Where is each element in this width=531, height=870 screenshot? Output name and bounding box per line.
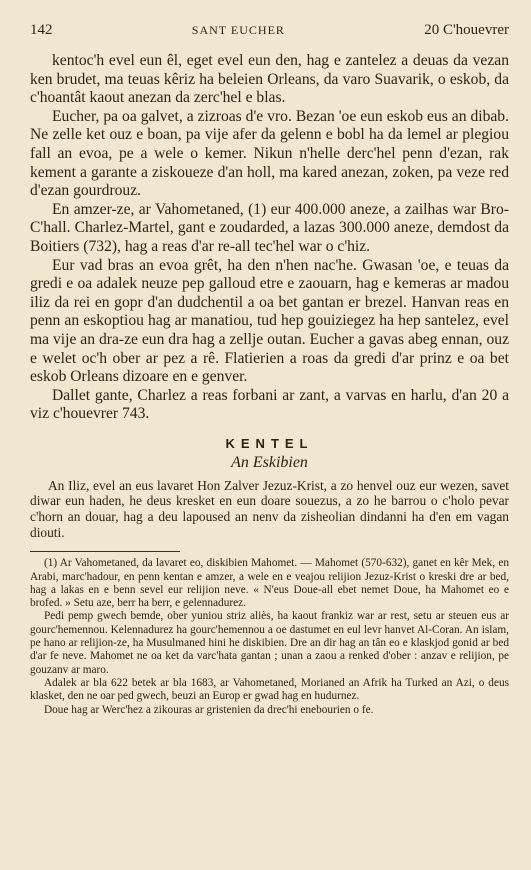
footnotes [30, 557, 509, 717]
paragraph: En amzer-ze, ar Vahometaned, (1) eur 400.000 aneze, a zailhas war Bro-C'hall. Charlez-Martel, gant e zoudarded, a lazas 300.000 aneze, demdost da Boitiers (732), hag a reas d'ar re-all tec'hel war o c'hiz. [30, 200, 509, 255]
footnote-divider [30, 551, 180, 552]
section-title: KENTEL [225, 435, 314, 451]
page-header [30, 22, 509, 52]
header-date: 20 C'houevrer [424, 22, 509, 38]
footnote: Adalek ar bla 622 betek ar bla 1683, ar Vahometaned, Morianed an Afrik ha Turked an Azi, o deus klasket, den ne oar ped gwech, beuzi an Europ er gwad hag en hudurnez. [30, 676, 509, 703]
paragraph: Eur vad bras an evoa grêt, ha den n'hen nac'he. Gwasan 'oe, e teuas da gredi e oa adalek neuze pep galloud etre e zaouarn, hag e kemeras ar madou iliz da rei en gopr d'an dudchentil a oa bet gantan er brezel. Hanvan reas en penn an eskoptiou hag ar manatiou, tud hep gouiziegez ha hep santelez, evel ma vije an dra-ze eun dra hag a zellje outan. Eucher a gavas abeg ennan, ouz e welet oc'h ober ar pez a rê. Flatierien a roas da gredi d'ar prinz e oa bet eskob Orleans dizoare en e genver. [30, 256, 509, 386]
lesson-text [30, 478, 509, 540]
main-text [30, 52, 509, 424]
footnote: Pedi pemp gwech bemde, ober yuniou striz aliès, ha kaout frankiz war ar rest, setu ar steuen eus ar gourc'hemennou. Kelennadurez ha gourc'hemennou a oe dastumet en eul levr hanvet Al-Coran. An islam, pe hano ar relijion-ze, ha Musulmaned hini he diskibien. Dre an dir hag an tân eo e klaskjod gonid ar bed d'ar fe neve. Mahomet ne oa ket da varc'hata gantan ; unan a zaou a renked d'ober : anzav e relijion, pe gouzanv ar maro. [30, 610, 509, 676]
paragraph: Dallet gante, Charlez a reas forbani ar zant, a varvas en harlu, d'an 20 a viz c'houevrer 743. [30, 386, 509, 423]
footnote: Doue hag ar Werc'hez a zikouras ar gristenien da drec'hi enebourien o fe. [44, 703, 374, 716]
page-number: 142 [30, 22, 53, 38]
paragraph: Eucher, pa oa galvet, a zizroas d'e vro. Bezan 'oe eun eskob eus an dibab. Ne zelle ket ouz e boan, pa vije afer da gelenn e bobl ha da lemel ar plegiou fall an evoa, pe a wele o kemer. Nikun n'helle derc'hel penn d'ezan, rak kement a garante a ziskoueze d'an holl, ma kared anezan, zoken, pa veze red d'ezan gourdrouz. [30, 107, 509, 200]
paragraph: kentoc'h evel eun êl, eget evel eun den, hag e zantelez a deuas da vezan ken brudet, ma teuas kêriz ha beleien Orleans, da varo Suavarik, o eskob, da c'hoantât kaout anezan da zerc'hel e blas. [30, 52, 509, 107]
footnote: (1) Ar Vahometaned, da lavaret eo, diskibien Mahomet. — Mahomet (570-632), ganet en kêr Mek, en Arabi, marc'hadour, en penn kentan e amzer, a wele en e veajou relijion Jezuz-Krist o kreski dre ar bed, hag a lakas en e benn sevel eur relijion neve. « N'eus Doue-all ebet nemet Doue, ha Mahomet eo e brofed. » Setu aze, berr ha berr, e gelennadurez. [30, 557, 509, 610]
running-title: SANT EUCHER [191, 23, 285, 37]
lesson-paragraph: An Iliz, evel an eus lavaret Hon Zalver Jezuz-Krist, a zo henvel ouz eur wezen, savet diwar eun haden, he deus kresket en eun doare souezus, a zo he barrou o c'holo pevar c'horn an douar, hag a deu lapoused an nenv da zisheolian dindanni ha d'en em vagan diouti. [30, 477, 509, 540]
section-subtitle: An Eskibien [231, 453, 308, 471]
